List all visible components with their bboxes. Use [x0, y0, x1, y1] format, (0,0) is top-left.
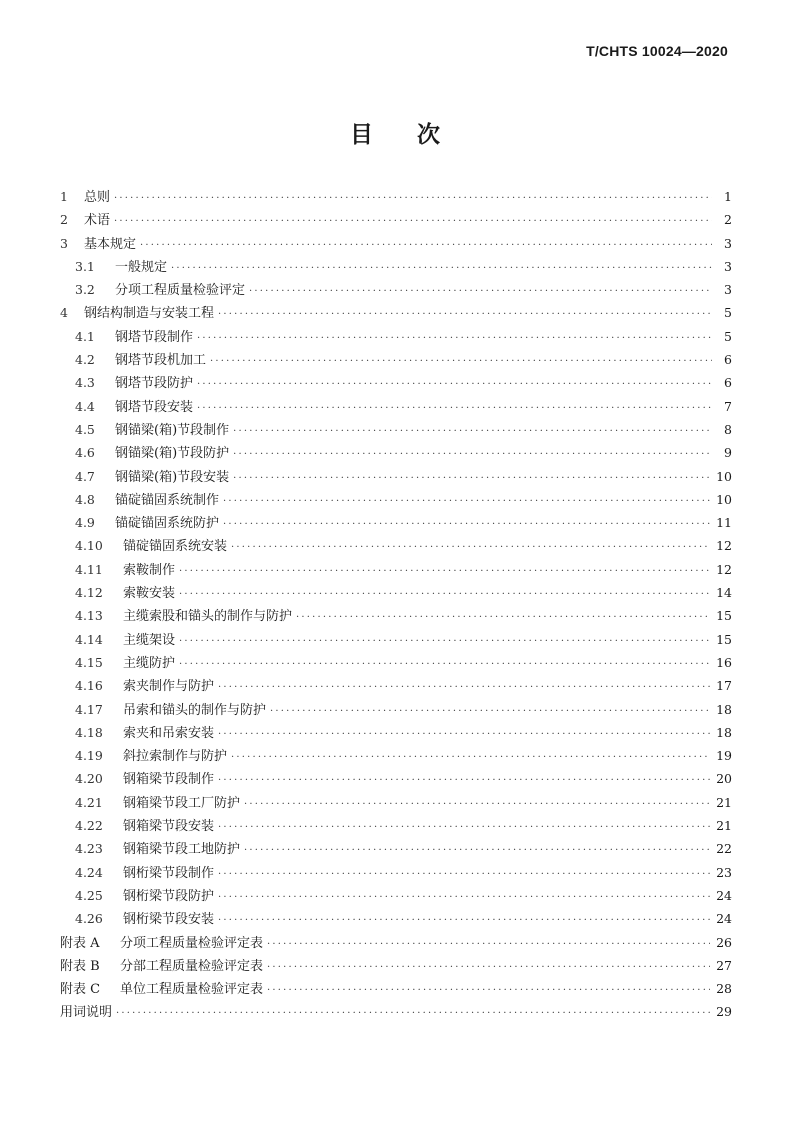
- title-char-right: 次: [417, 122, 440, 148]
- toc-entry[interactable]: [60, 978, 732, 1001]
- dot-leader: [218, 892, 710, 903]
- dot-leader: [231, 752, 710, 763]
- toc-entry-label: 钢桁梁节段制作: [123, 865, 215, 881]
- toc-entry-number: 4.15: [75, 654, 103, 670]
- toc-entry[interactable]: [60, 233, 732, 256]
- toc-entry-page: 28: [716, 981, 732, 997]
- dot-leader: [218, 729, 710, 740]
- page-title: [0, 116, 790, 149]
- toc-entry-page: 18: [716, 724, 732, 740]
- toc-entry-page: 5: [724, 328, 732, 344]
- toc-entry-label: 钢锚梁(箱)节段防护: [115, 446, 230, 462]
- toc-entry-page: 14: [716, 585, 732, 601]
- toc-entry-label: 钢桁梁节段安装: [123, 912, 215, 928]
- toc-entry-label: 钢箱梁节段制作: [123, 772, 215, 788]
- toc-entry[interactable]: [60, 326, 732, 349]
- toc-entry-page: 18: [716, 701, 732, 717]
- toc-entry[interactable]: [60, 629, 732, 652]
- toc-entry-page: 15: [716, 608, 732, 624]
- toc-entry-label: 钢箱梁节段工地防护: [123, 842, 241, 858]
- toc-entry[interactable]: [60, 302, 732, 325]
- toc-entry-label: 吊索和锚头的制作与防护: [123, 702, 267, 718]
- toc-entry-number: 4.4: [75, 398, 95, 414]
- toc-entry-label: 钢箱梁节段安装: [123, 819, 215, 835]
- toc-entry-page: 12: [716, 538, 732, 554]
- toc-entry-number: 4.14: [75, 631, 103, 647]
- toc-entry-label: 索夹和吊索安装: [123, 725, 215, 741]
- toc-entry-label: 钢锚梁(箱)节段安装: [115, 469, 230, 485]
- toc-entry-page: 6: [724, 375, 732, 391]
- toc-entry[interactable]: [60, 186, 732, 209]
- toc-entry-page: 11: [716, 515, 732, 531]
- toc-entry-label: 主缆防护: [123, 655, 176, 671]
- dot-leader: [244, 845, 710, 856]
- toc-entry-page: 3: [724, 235, 732, 251]
- toc-entry-label: 分项工程质量检验评定: [115, 283, 246, 299]
- toc-entry[interactable]: [60, 675, 732, 698]
- toc-entry[interactable]: [60, 559, 732, 582]
- toc-entry-label: 钢锚梁(箱)节段制作: [115, 422, 230, 438]
- toc-entry-number: 4.19: [75, 748, 103, 764]
- toc-entry-page: 24: [716, 911, 732, 927]
- toc-entry-page: 5: [724, 305, 732, 321]
- toc-entry-page: 9: [724, 445, 732, 461]
- toc-entry-number: 4.16: [75, 678, 103, 694]
- toc-entry[interactable]: [60, 396, 732, 419]
- dot-leader: [218, 682, 710, 693]
- toc-entry[interactable]: [60, 838, 732, 861]
- table-of-contents: [60, 186, 732, 1025]
- dot-leader: [249, 286, 712, 297]
- toc-entry-label: 钢塔节段安装: [115, 399, 194, 415]
- dot-leader: [223, 519, 710, 530]
- toc-entry-number: 4.13: [75, 608, 103, 624]
- dot-leader: [179, 659, 710, 670]
- toc-entry-label: 钢结构制造与安装工程: [84, 306, 215, 322]
- dot-leader: [114, 216, 712, 227]
- toc-entry[interactable]: [60, 419, 732, 442]
- dot-leader: [197, 403, 712, 414]
- dot-leader: [179, 636, 710, 647]
- toc-entry-number: 4.23: [75, 841, 103, 857]
- toc-entry-page: 23: [716, 864, 732, 880]
- toc-entry[interactable]: [60, 605, 732, 628]
- toc-entry-number: 4.22: [75, 818, 103, 834]
- toc-entry[interactable]: [60, 279, 732, 302]
- toc-entry-number: 3.2: [75, 282, 95, 298]
- toc-entry[interactable]: [60, 489, 732, 512]
- toc-entry[interactable]: [60, 512, 732, 535]
- toc-entry-number: 1: [60, 189, 68, 204]
- toc-entry-label: 分部工程质量检验评定表: [120, 958, 264, 974]
- toc-entry-label: 钢桁梁节段防护: [123, 888, 215, 904]
- toc-entry-label: 钢塔节段制作: [115, 329, 194, 345]
- dot-leader: [296, 612, 710, 623]
- toc-entry-number: 4.5: [75, 421, 95, 437]
- toc-entry-number: 4.6: [75, 445, 95, 461]
- toc-entry-label: 单位工程质量检验评定表: [120, 982, 264, 998]
- toc-entry-page: 12: [716, 561, 732, 577]
- toc-entry-page: 2: [724, 212, 732, 228]
- toc-entry[interactable]: [60, 349, 732, 372]
- toc-entry-number: 附表 A: [60, 935, 100, 951]
- toc-entry-page: 8: [724, 421, 732, 437]
- toc-entry[interactable]: [60, 442, 732, 465]
- toc-entry[interactable]: [60, 955, 732, 978]
- toc-entry-number: 4.26: [75, 911, 103, 927]
- toc-entry[interactable]: [60, 699, 732, 722]
- toc-entry-label: 锚碇锚固系统防护: [115, 516, 220, 532]
- toc-entry-number: 4.9: [75, 515, 95, 531]
- toc-entry-number: 2: [60, 212, 68, 228]
- toc-entry-page: 10: [716, 468, 732, 484]
- toc-entry-page: 22: [716, 841, 732, 857]
- toc-entry[interactable]: [60, 209, 732, 232]
- dot-leader: [218, 915, 710, 926]
- toc-entry-label: 索鞍安装: [123, 586, 176, 602]
- toc-entry-label: 基本规定: [84, 236, 137, 252]
- dot-leader: [233, 426, 712, 437]
- toc-entry-label: 锚碇锚固系统安装: [123, 539, 228, 555]
- title-char-left: 目: [350, 122, 373, 148]
- dot-leader: [223, 496, 710, 507]
- dot-leader: [114, 193, 712, 204]
- toc-entry[interactable]: [60, 908, 732, 931]
- toc-entry-label: 用词说明: [60, 1005, 113, 1021]
- toc-entry-label: 一般规定: [115, 259, 168, 275]
- toc-entry-number: 4.10: [75, 538, 103, 554]
- toc-entry[interactable]: [60, 885, 732, 908]
- dot-leader: [218, 309, 712, 320]
- toc-entry[interactable]: [60, 722, 732, 745]
- toc-entry-label: 钢塔节段机加工: [115, 353, 207, 369]
- toc-entry-label: 钢箱梁节段工厂防护: [123, 795, 241, 811]
- dot-leader: [218, 822, 710, 833]
- toc-entry-label: 索鞍制作: [123, 562, 176, 578]
- toc-entry-number: 附表 C: [60, 982, 101, 998]
- toc-entry-number: 4.18: [75, 724, 103, 740]
- toc-entry-label: 术语: [84, 213, 111, 229]
- toc-entry-number: 附表 B: [60, 958, 100, 974]
- toc-entry[interactable]: [60, 768, 732, 791]
- dot-leader: [171, 263, 712, 274]
- toc-entry-page: 27: [716, 957, 732, 973]
- toc-entry-label: 主缆索股和锚头的制作与防护: [123, 609, 293, 625]
- toc-entry-number: 4.7: [75, 468, 95, 484]
- toc-entry[interactable]: [60, 1001, 732, 1024]
- toc-entry[interactable]: [60, 792, 732, 815]
- toc-entry-page: 6: [724, 352, 732, 368]
- toc-entry-number: 3.1: [75, 258, 95, 274]
- dot-leader: [267, 939, 710, 950]
- toc-entry-number: 4.8: [75, 491, 95, 507]
- dot-leader: [233, 473, 710, 484]
- dot-leader: [179, 589, 710, 600]
- toc-entry-page: 3: [724, 282, 732, 298]
- toc-entry-number: 4.11: [75, 561, 103, 577]
- toc-entry[interactable]: [60, 815, 732, 838]
- toc-entry-page: 15: [716, 631, 732, 647]
- dot-leader: [140, 240, 712, 251]
- toc-entry[interactable]: [60, 582, 732, 605]
- toc-entry[interactable]: [60, 535, 732, 558]
- toc-entry-number: 4.20: [75, 771, 103, 787]
- toc-entry-label: 主缆架设: [123, 632, 176, 648]
- toc-entry-number: 4.17: [75, 701, 103, 717]
- toc-entry-number: 4.3: [75, 375, 95, 391]
- toc-entry-page: 19: [716, 748, 732, 764]
- toc-entry[interactable]: [60, 862, 732, 885]
- dot-leader: [244, 799, 710, 810]
- toc-entry-page: 7: [724, 398, 732, 414]
- toc-entry[interactable]: [60, 745, 732, 768]
- dot-leader: [267, 962, 710, 973]
- toc-entry[interactable]: [60, 652, 732, 675]
- toc-entry-page: 1: [724, 189, 732, 204]
- toc-entry-number: 4.1: [75, 328, 95, 344]
- dot-leader: [197, 333, 712, 344]
- dot-leader: [179, 566, 710, 577]
- dot-leader: [233, 449, 712, 460]
- toc-entry[interactable]: [60, 932, 732, 955]
- toc-entry-number: 4.25: [75, 887, 103, 903]
- dot-leader: [231, 542, 710, 553]
- toc-entry-number: 4.21: [75, 794, 103, 810]
- toc-entry-page: 20: [716, 771, 732, 787]
- toc-entry-page: 26: [716, 934, 732, 950]
- dot-leader: [116, 1008, 710, 1019]
- toc-entry-number: 4: [60, 305, 68, 321]
- toc-entry-page: 10: [716, 491, 732, 507]
- dot-leader: [270, 706, 710, 717]
- toc-entry-page: 21: [716, 818, 732, 834]
- toc-entry-label: 索夹制作与防护: [123, 679, 215, 695]
- standard-code: T/CHTS 10024—2020: [586, 43, 728, 59]
- toc-entry-number: 4.24: [75, 864, 103, 880]
- dot-leader: [197, 379, 712, 390]
- dot-leader: [267, 985, 710, 996]
- toc-entry-page: 21: [716, 794, 732, 810]
- toc-entry[interactable]: [60, 466, 732, 489]
- toc-entry-page: 17: [716, 678, 732, 694]
- toc-entry-number: 3: [60, 235, 68, 251]
- dot-leader: [210, 356, 712, 367]
- toc-entry-label: 分项工程质量检验评定表: [120, 935, 264, 951]
- toc-entry-number: 4.2: [75, 352, 95, 368]
- toc-entry-page: 29: [716, 1004, 732, 1020]
- toc-entry-label: 总则: [84, 190, 111, 205]
- dot-leader: [218, 775, 710, 786]
- toc-entry-page: 16: [716, 654, 732, 670]
- toc-entry-page: 3: [724, 258, 732, 274]
- toc-entry-label: 斜拉索制作与防护: [123, 749, 228, 765]
- toc-entry-label: 锚碇锚固系统制作: [115, 492, 220, 508]
- toc-entry[interactable]: [60, 256, 732, 279]
- toc-entry-label: 钢塔节段防护: [115, 376, 194, 392]
- toc-entry[interactable]: [60, 372, 732, 395]
- toc-entry-number: 4.12: [75, 585, 103, 601]
- dot-leader: [218, 869, 710, 880]
- toc-entry-page: 24: [716, 887, 732, 903]
